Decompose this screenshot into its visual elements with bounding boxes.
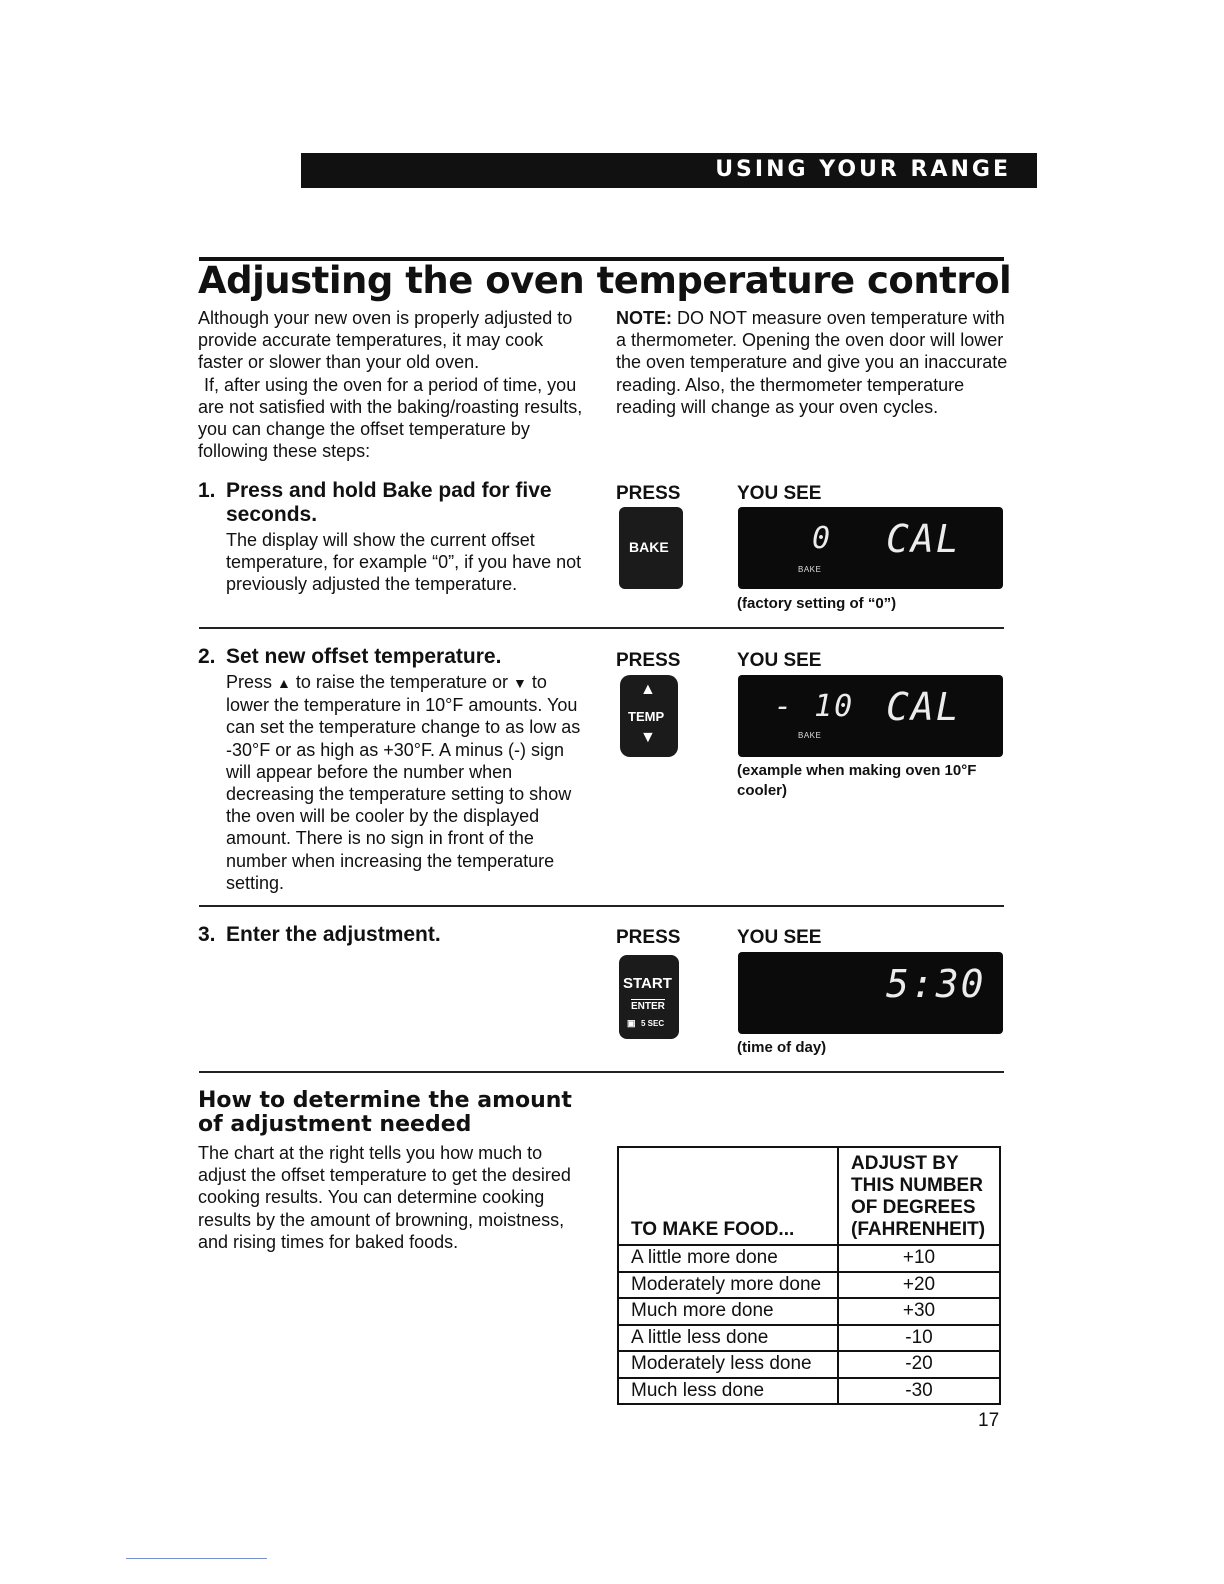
section-title: USING YOUR RANGE: [715, 157, 1011, 182]
divider-1: [199, 627, 1004, 629]
how-to-body: The chart at the right tells you how much to adjust the offset temperature to get the desired cooking results. You can determine cooking results by the amount of browning, moistness, and rising times for baked foods.: [198, 1143, 571, 1252]
display-time-of-day: 5:30: [886, 962, 986, 1006]
up-arrow-icon: ▲: [277, 675, 291, 691]
note-text: DO NOT measure oven temperature with a thermometer. Opening the oven door will lower the oven temperature and give you an inaccurate reading. Also, the thermometer temperature reading will change as your oven cycles.: [616, 308, 1008, 417]
adjustment-table: [617, 1146, 1001, 1405]
display-bake-indicator: BAKE: [798, 565, 822, 574]
section-banner: [301, 153, 1037, 188]
page-title: Adjusting the oven temperature control: [198, 259, 1012, 302]
lock-icon: ▣: [627, 1018, 636, 1028]
step-2-you-see-label: YOU SEE: [737, 650, 822, 671]
note-label: NOTE:: [616, 308, 672, 328]
step-3-press-label: PRESS: [616, 927, 681, 948]
row-adjust: -30: [838, 1378, 1000, 1405]
step-3-caption: (time of day): [737, 1039, 827, 1056]
table-header-row: [618, 1147, 1000, 1245]
step-3-you-see-label: YOU SEE: [737, 927, 822, 948]
step-2-heading: Set new offset temperature.: [226, 645, 502, 668]
step-1-body: The display will show the current offset temperature, for example “0”, if you have not previously adjusted the temperature.: [226, 530, 582, 595]
intro-paragraph-2: If, after using the oven for a period of time, you are not satisfied with the baking/roasting results, you can change the offset temperature by following these steps:: [198, 374, 583, 462]
step-1-heading: Press and hold Bake pad for five seconds.: [226, 479, 552, 526]
intro-left: [198, 307, 593, 462]
display-mode-text: CAL: [886, 685, 961, 729]
row-adjust: -20: [838, 1351, 1000, 1378]
divider-3: [199, 1071, 1004, 1073]
enter-pad-label: ENTER: [631, 1001, 665, 1012]
col-adjust-header: ADJUST BY THIS NUMBER OF DEGREES (FAHRENHEIT): [838, 1147, 1000, 1245]
note: [616, 307, 1011, 418]
step-2-caption: (example when making oven 10°F cooler): [737, 762, 977, 799]
step-2-body: [226, 671, 591, 894]
display-mode-text: CAL: [886, 517, 961, 561]
row-food: Much more done: [618, 1298, 838, 1325]
row-adjust: +10: [838, 1245, 1000, 1272]
display-bake-indicator: BAKE: [798, 731, 822, 740]
step-3-number: 3.: [198, 923, 216, 946]
display-offset-value: - 10: [774, 689, 855, 724]
table-row: [618, 1351, 1000, 1378]
row-food: Moderately less done: [618, 1351, 838, 1378]
table-row: [618, 1298, 1000, 1325]
divider-2: [199, 905, 1004, 907]
display-step-2: [738, 675, 1003, 757]
row-food: A little less done: [618, 1325, 838, 1352]
step-3-heading: Enter the adjustment.: [226, 923, 441, 946]
step-1-number: 1.: [198, 479, 216, 502]
intro-paragraph-1: Although your new oven is properly adjusted to provide accurate temperatures, it may cook faster or slower than your old oven.: [198, 308, 573, 373]
step-1-press-label: PRESS: [616, 483, 681, 504]
start-pad-label: START: [623, 975, 672, 992]
how-to-heading: How to determine the amount of adjustment needed: [198, 1088, 572, 1137]
col-food-header: TO MAKE FOOD...: [618, 1147, 838, 1245]
row-adjust: +30: [838, 1298, 1000, 1325]
footer-line: [126, 1558, 267, 1559]
step-2-body-c: to lower the temperature in 10°F amounts. You can set the temperature change to as low as -30°F or as high as +30°F. A minus (-) sign will appear before the number when decreasing the temperature setting to show the oven will be cooler by the displayed amount. There is no sign in front of the number when increasing the temperature setting.: [226, 672, 581, 893]
display-step-3: [738, 952, 1003, 1034]
display-step-1: [738, 507, 1003, 589]
temp-pad-button[interactable]: [620, 675, 678, 757]
down-arrow-icon: ▼: [513, 675, 527, 691]
step-2-body-b: to raise the temperature or: [295, 672, 509, 692]
table-row: [618, 1245, 1000, 1272]
row-adjust: +20: [838, 1272, 1000, 1299]
temp-up-arrow-icon[interactable]: ▲: [640, 681, 656, 698]
row-adjust: -10: [838, 1325, 1000, 1352]
step-1-caption: (factory setting of “0”): [737, 595, 897, 612]
step-2-press-label: PRESS: [616, 650, 681, 671]
temp-down-arrow-icon[interactable]: ▼: [640, 729, 656, 746]
row-food: Moderately more done: [618, 1272, 838, 1299]
table-row: [618, 1272, 1000, 1299]
bake-pad-label: BAKE: [629, 539, 669, 555]
step-1-you-see-label: YOU SEE: [737, 483, 822, 504]
table-row: [618, 1378, 1000, 1405]
row-food: A little more done: [618, 1245, 838, 1272]
table-row: [618, 1325, 1000, 1352]
row-food: Much less done: [618, 1378, 838, 1405]
five-sec-label: 5 SEC: [641, 1019, 665, 1028]
temp-pad-label: TEMP: [628, 709, 665, 724]
bake-pad-button[interactable]: [619, 507, 683, 589]
step-2-number: 2.: [198, 645, 216, 668]
display-offset-value: 0: [812, 521, 833, 556]
step-2-body-a: Press: [226, 672, 273, 692]
start-enter-pad-button[interactable]: [619, 955, 679, 1039]
page-number: 17: [978, 1410, 1000, 1431]
